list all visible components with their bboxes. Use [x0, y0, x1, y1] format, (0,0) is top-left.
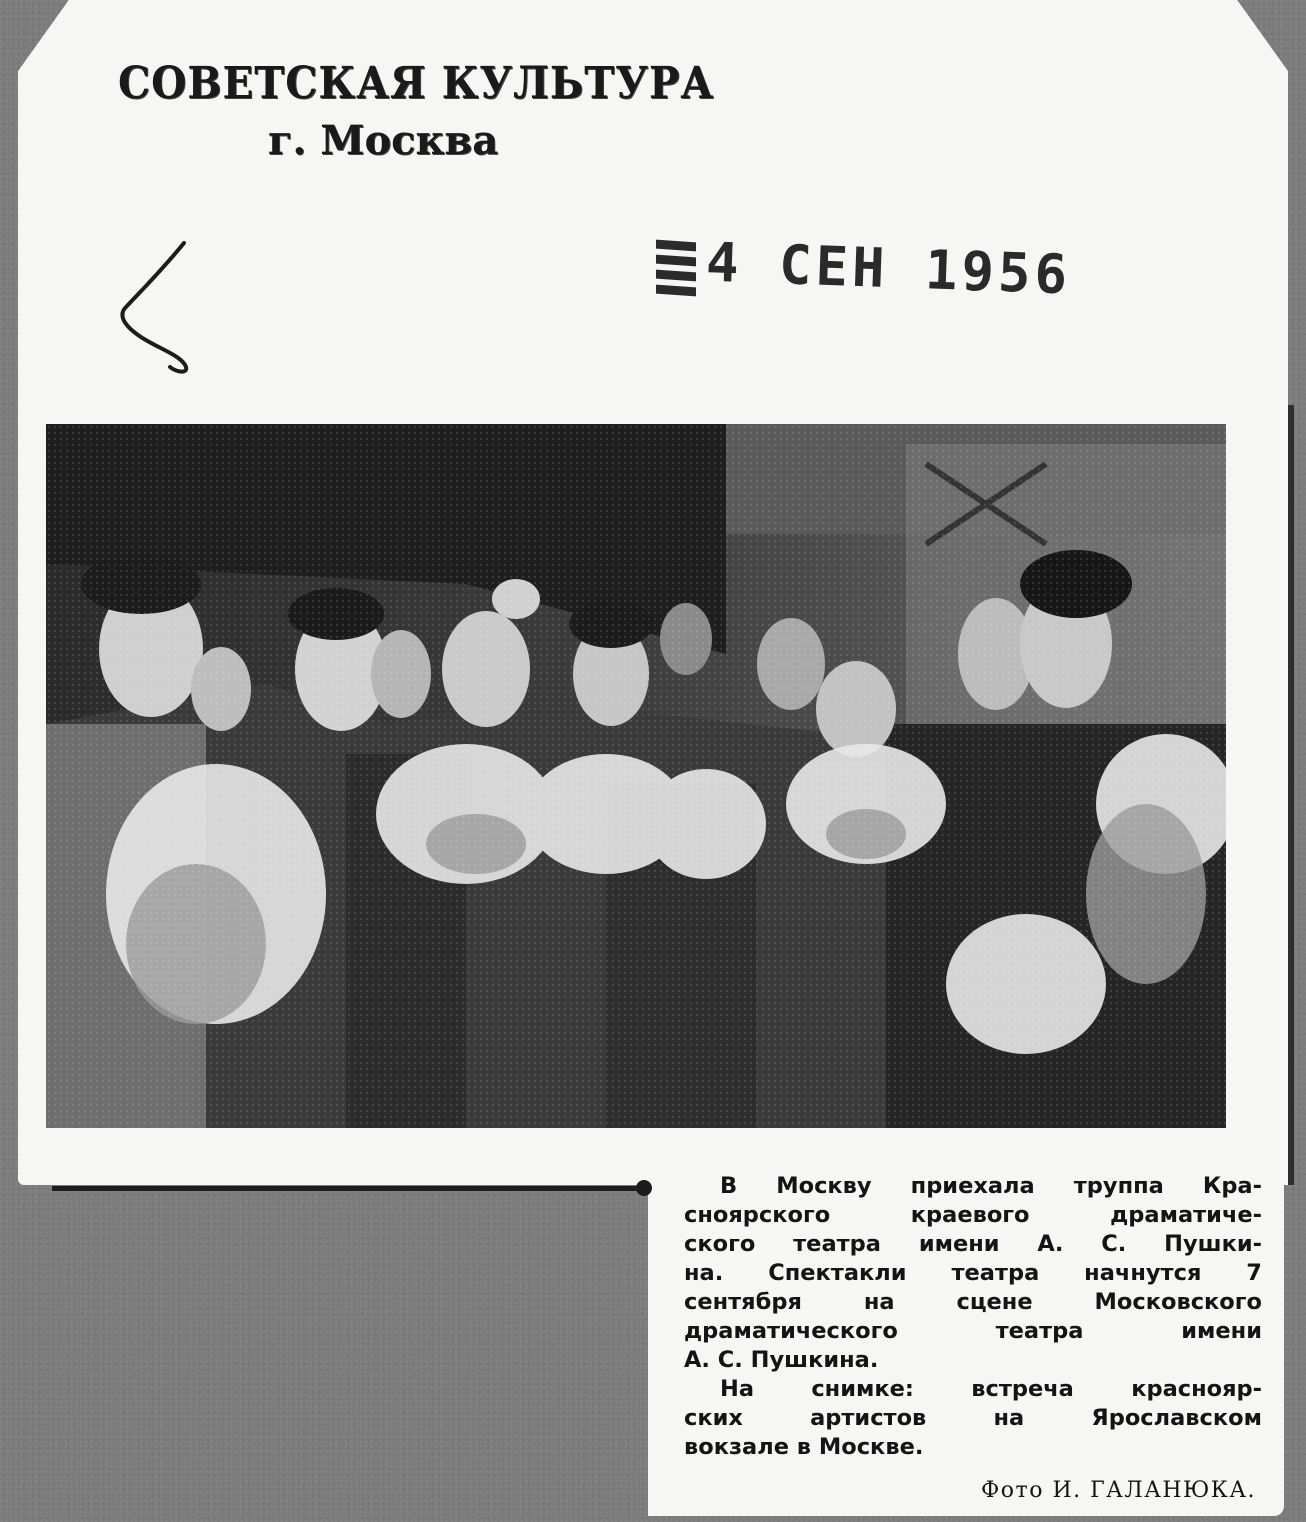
stamp-tab	[656, 270, 696, 282]
caption-word: В	[720, 1173, 738, 1199]
caption-word: Москву	[776, 1173, 872, 1199]
clipping-bottom-rule	[52, 1186, 648, 1191]
caption-word: труппа	[1073, 1173, 1164, 1199]
caption-word: На	[720, 1376, 755, 1402]
caption-word: на	[863, 1289, 895, 1315]
caption-word: краевого	[910, 1202, 1030, 1228]
caption-line	[684, 1172, 1262, 1201]
caption-word: А.	[1037, 1231, 1064, 1257]
rule-dot	[636, 1180, 652, 1196]
caption-line	[684, 1375, 1262, 1404]
caption-word: имени	[918, 1231, 1000, 1257]
caption-word: драматиче-	[1110, 1202, 1262, 1228]
caption-word: приехала	[910, 1173, 1035, 1199]
stamp-date: 4 СЕН 1956	[705, 230, 1073, 306]
photo-credit: Фото И. ГАЛАНЮКА.	[981, 1478, 1256, 1503]
caption-word: драматического	[684, 1318, 898, 1344]
caption-word: на	[993, 1405, 1025, 1431]
caption-word: начнутся	[1084, 1260, 1202, 1286]
caption-word: С.	[1101, 1231, 1127, 1257]
caption-line	[684, 1259, 1262, 1288]
caption-word: краснояр-	[1131, 1376, 1262, 1402]
caption-word: Московского	[1094, 1289, 1262, 1315]
caption-line	[684, 1201, 1262, 1230]
handwritten-mark	[112, 235, 202, 380]
caption-word: ских	[684, 1405, 743, 1431]
caption-word: сноярского	[684, 1202, 831, 1228]
caption-word: ского	[684, 1231, 756, 1257]
news-photo	[46, 424, 1226, 1128]
caption-line	[684, 1404, 1262, 1433]
caption-word: театра	[951, 1260, 1040, 1286]
caption-word: Пушки-	[1164, 1231, 1262, 1257]
stamp-tab	[656, 240, 696, 252]
caption-word: имени	[1181, 1318, 1262, 1344]
caption-line	[684, 1346, 1262, 1375]
caption-word: театра	[793, 1231, 881, 1257]
date-stamp	[656, 218, 1071, 318]
caption-word: снимке:	[811, 1376, 914, 1402]
caption-word: 7	[1246, 1260, 1262, 1286]
caption-word: на.	[684, 1260, 724, 1286]
masthead-stamp	[118, 58, 715, 164]
stamp-tab	[656, 255, 696, 267]
caption-line	[684, 1288, 1262, 1317]
caption-word: А. С. Пушкина.	[684, 1347, 879, 1373]
caption-word: театра	[995, 1318, 1084, 1344]
stamp-tabs	[656, 241, 696, 295]
stamp-tab	[656, 285, 696, 297]
caption-word: Кра-	[1202, 1173, 1262, 1199]
caption-word: сентября	[684, 1289, 802, 1315]
photo-scene	[46, 424, 1226, 1128]
caption-word: Спектакли	[768, 1260, 907, 1286]
caption-line	[684, 1230, 1262, 1259]
caption-line	[684, 1433, 1262, 1462]
newspaper-city: г. Москва	[267, 117, 499, 164]
caption-line	[684, 1317, 1262, 1346]
caption-word: встреча	[971, 1376, 1074, 1402]
photo-caption	[684, 1172, 1262, 1462]
caption-word: сцене	[956, 1289, 1033, 1315]
newspaper-title: СОВЕТСКАЯ КУЛЬТУРА	[118, 58, 715, 109]
right-edge-line	[1288, 405, 1294, 1185]
caption-word: Ярославском	[1091, 1405, 1262, 1431]
caption-word: вокзале в Москве.	[684, 1434, 924, 1460]
caption-word: артистов	[810, 1405, 927, 1431]
